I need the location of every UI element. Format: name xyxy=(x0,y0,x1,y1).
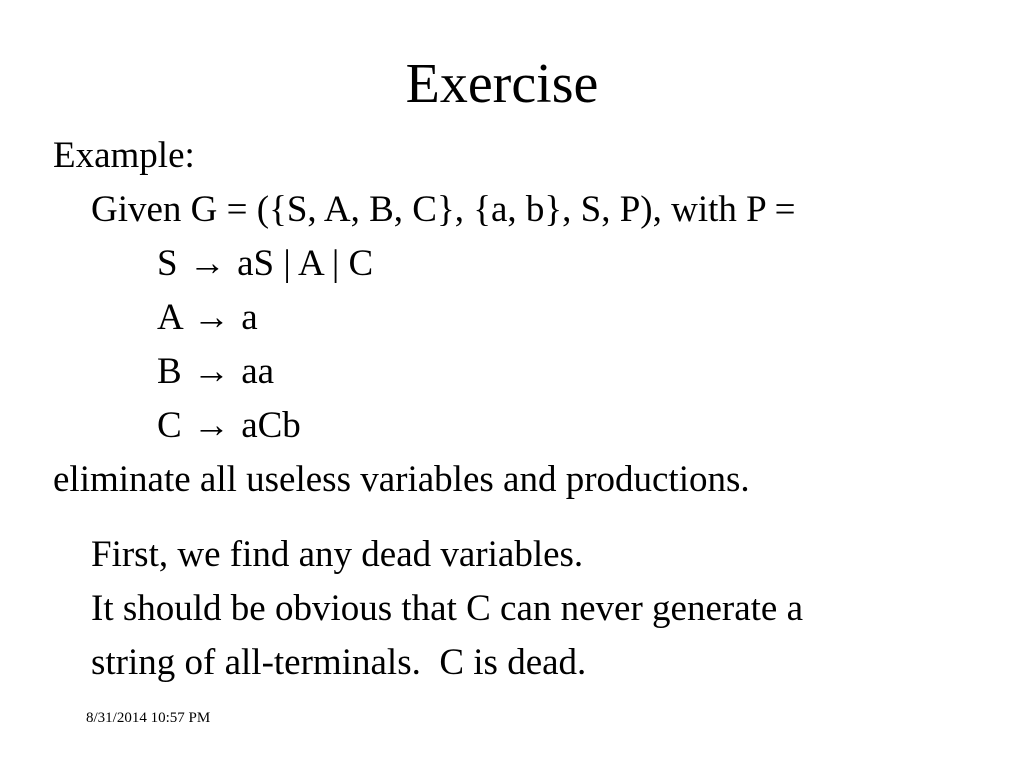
right-arrow-icon: → xyxy=(192,297,230,338)
production-lhs: B xyxy=(157,351,182,392)
production-s xyxy=(157,242,373,286)
instruction-text: eliminate all useless variables and productions. xyxy=(53,459,750,500)
right-arrow-icon: → xyxy=(192,405,230,446)
example-label: Example: xyxy=(53,135,195,176)
explanation-line-3: string of all-terminals. C is dead. xyxy=(91,642,587,683)
production-a xyxy=(157,296,258,340)
production-lhs: S xyxy=(157,243,178,284)
right-arrow-icon: → xyxy=(192,351,230,392)
footer-date: 8/31/2014 10:57 PM xyxy=(86,710,211,726)
production-b xyxy=(157,350,274,394)
production-rhs: aCb xyxy=(241,405,301,446)
right-arrow-icon: → xyxy=(188,243,226,284)
production-rhs: a xyxy=(241,297,258,338)
explanation-line-1: First, we find any dead variables. xyxy=(91,534,584,575)
production-c xyxy=(157,404,301,448)
slide-title: Exercise xyxy=(405,53,599,115)
production-rhs: aS | A | C xyxy=(237,243,374,284)
grammar-definition: Given G = ({S, A, B, C}, {a, b}, S, P), with P = xyxy=(91,189,796,230)
production-rhs: aa xyxy=(241,351,275,392)
production-lhs: A xyxy=(157,297,182,338)
production-lhs: C xyxy=(157,405,182,446)
explanation-line-2: It should be obvious that C can never generate a xyxy=(91,588,804,629)
